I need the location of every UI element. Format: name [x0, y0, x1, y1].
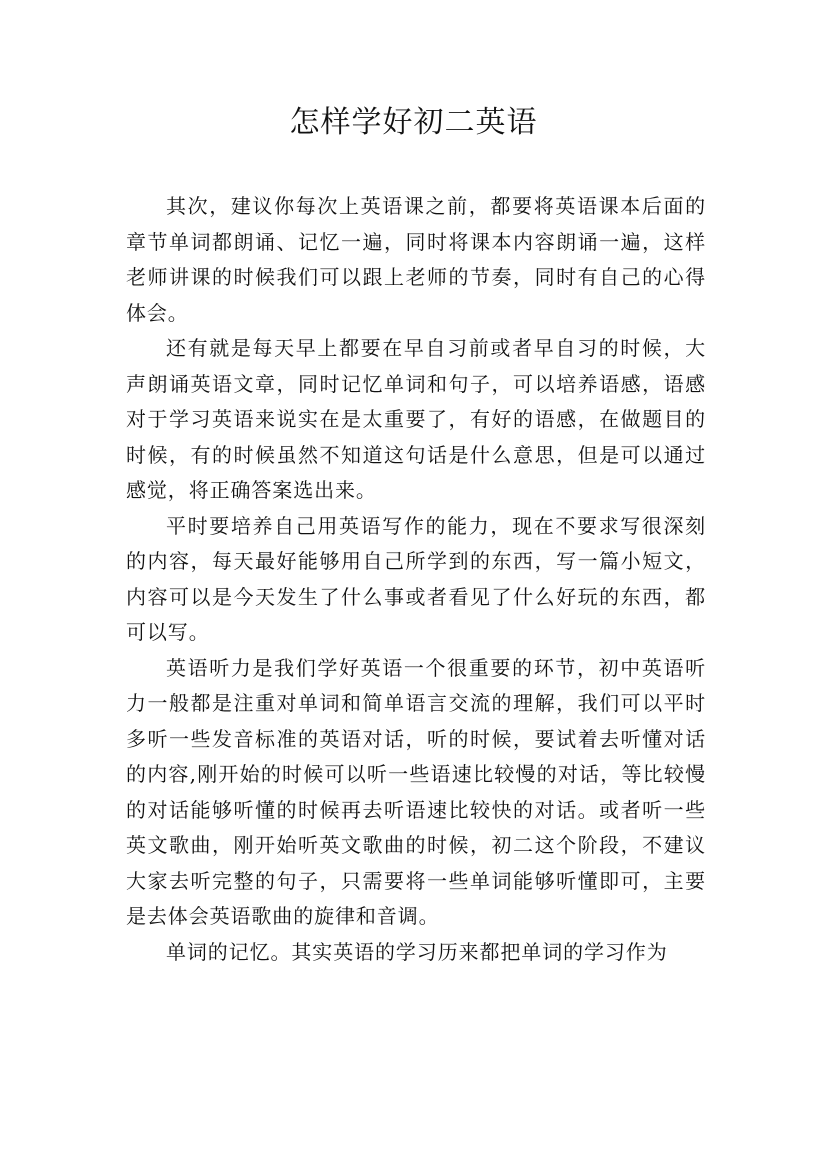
document-title: 怎样学好初二英语: [289, 105, 538, 140]
paragraph-2: 还有就是每天早上都要在早自习前或者早自习的时候，大声朗诵英语文章，同时记忆单词和句子，可以培养语感，语感对于学习英语来说实在是太重要了，有好的语感，在做题目的时候，有的时候虽然不知道这句话是什么意思，但是可以通过感觉，将正确答案选出来。: [126, 336, 706, 502]
paragraph-4: 英语听力是我们学好英语一个很重要的环节，初中英语听力一般都是注重对单词和简单语言交流的理解，我们可以平时多听一些发音标准的英语对话，听的时候，要试着去听懂对话的内容,刚开始的时候可以听一些语速比较慢的对话，等比较慢的对话能够听懂的时候再去听语速比较快的对话。或者听一些英文歌曲，刚开始听英文歌曲的时候，初二这个阶段，不建议大家去听完整的句子，只需要将一些单词能够听懂即可，主要是去体会英语歌曲的旋律和音调。: [126, 655, 706, 928]
paragraph-3: 平时要培养自己用英语写作的能力，现在不要求写很深刻的内容，每天最好能够用自己所学到的东西，写一篇小短文，内容可以是今天发生了什么事或者看见了什么好玩的东西，都可以写。: [126, 513, 706, 644]
paragraph-5: 单词的记忆。其实英语的学习历来都把单词的学习作为: [166, 939, 668, 964]
document-body: [126, 189, 706, 970]
paragraph-1: 其次，建议你每次上英语课之前，都要将英语课本后面的章节单词都朗诵、记忆一遍，同时将课本内容朗诵一遍，这样老师讲课的时候我们可以跟上老师的节奏，同时有自己的心得体会。: [126, 194, 706, 325]
